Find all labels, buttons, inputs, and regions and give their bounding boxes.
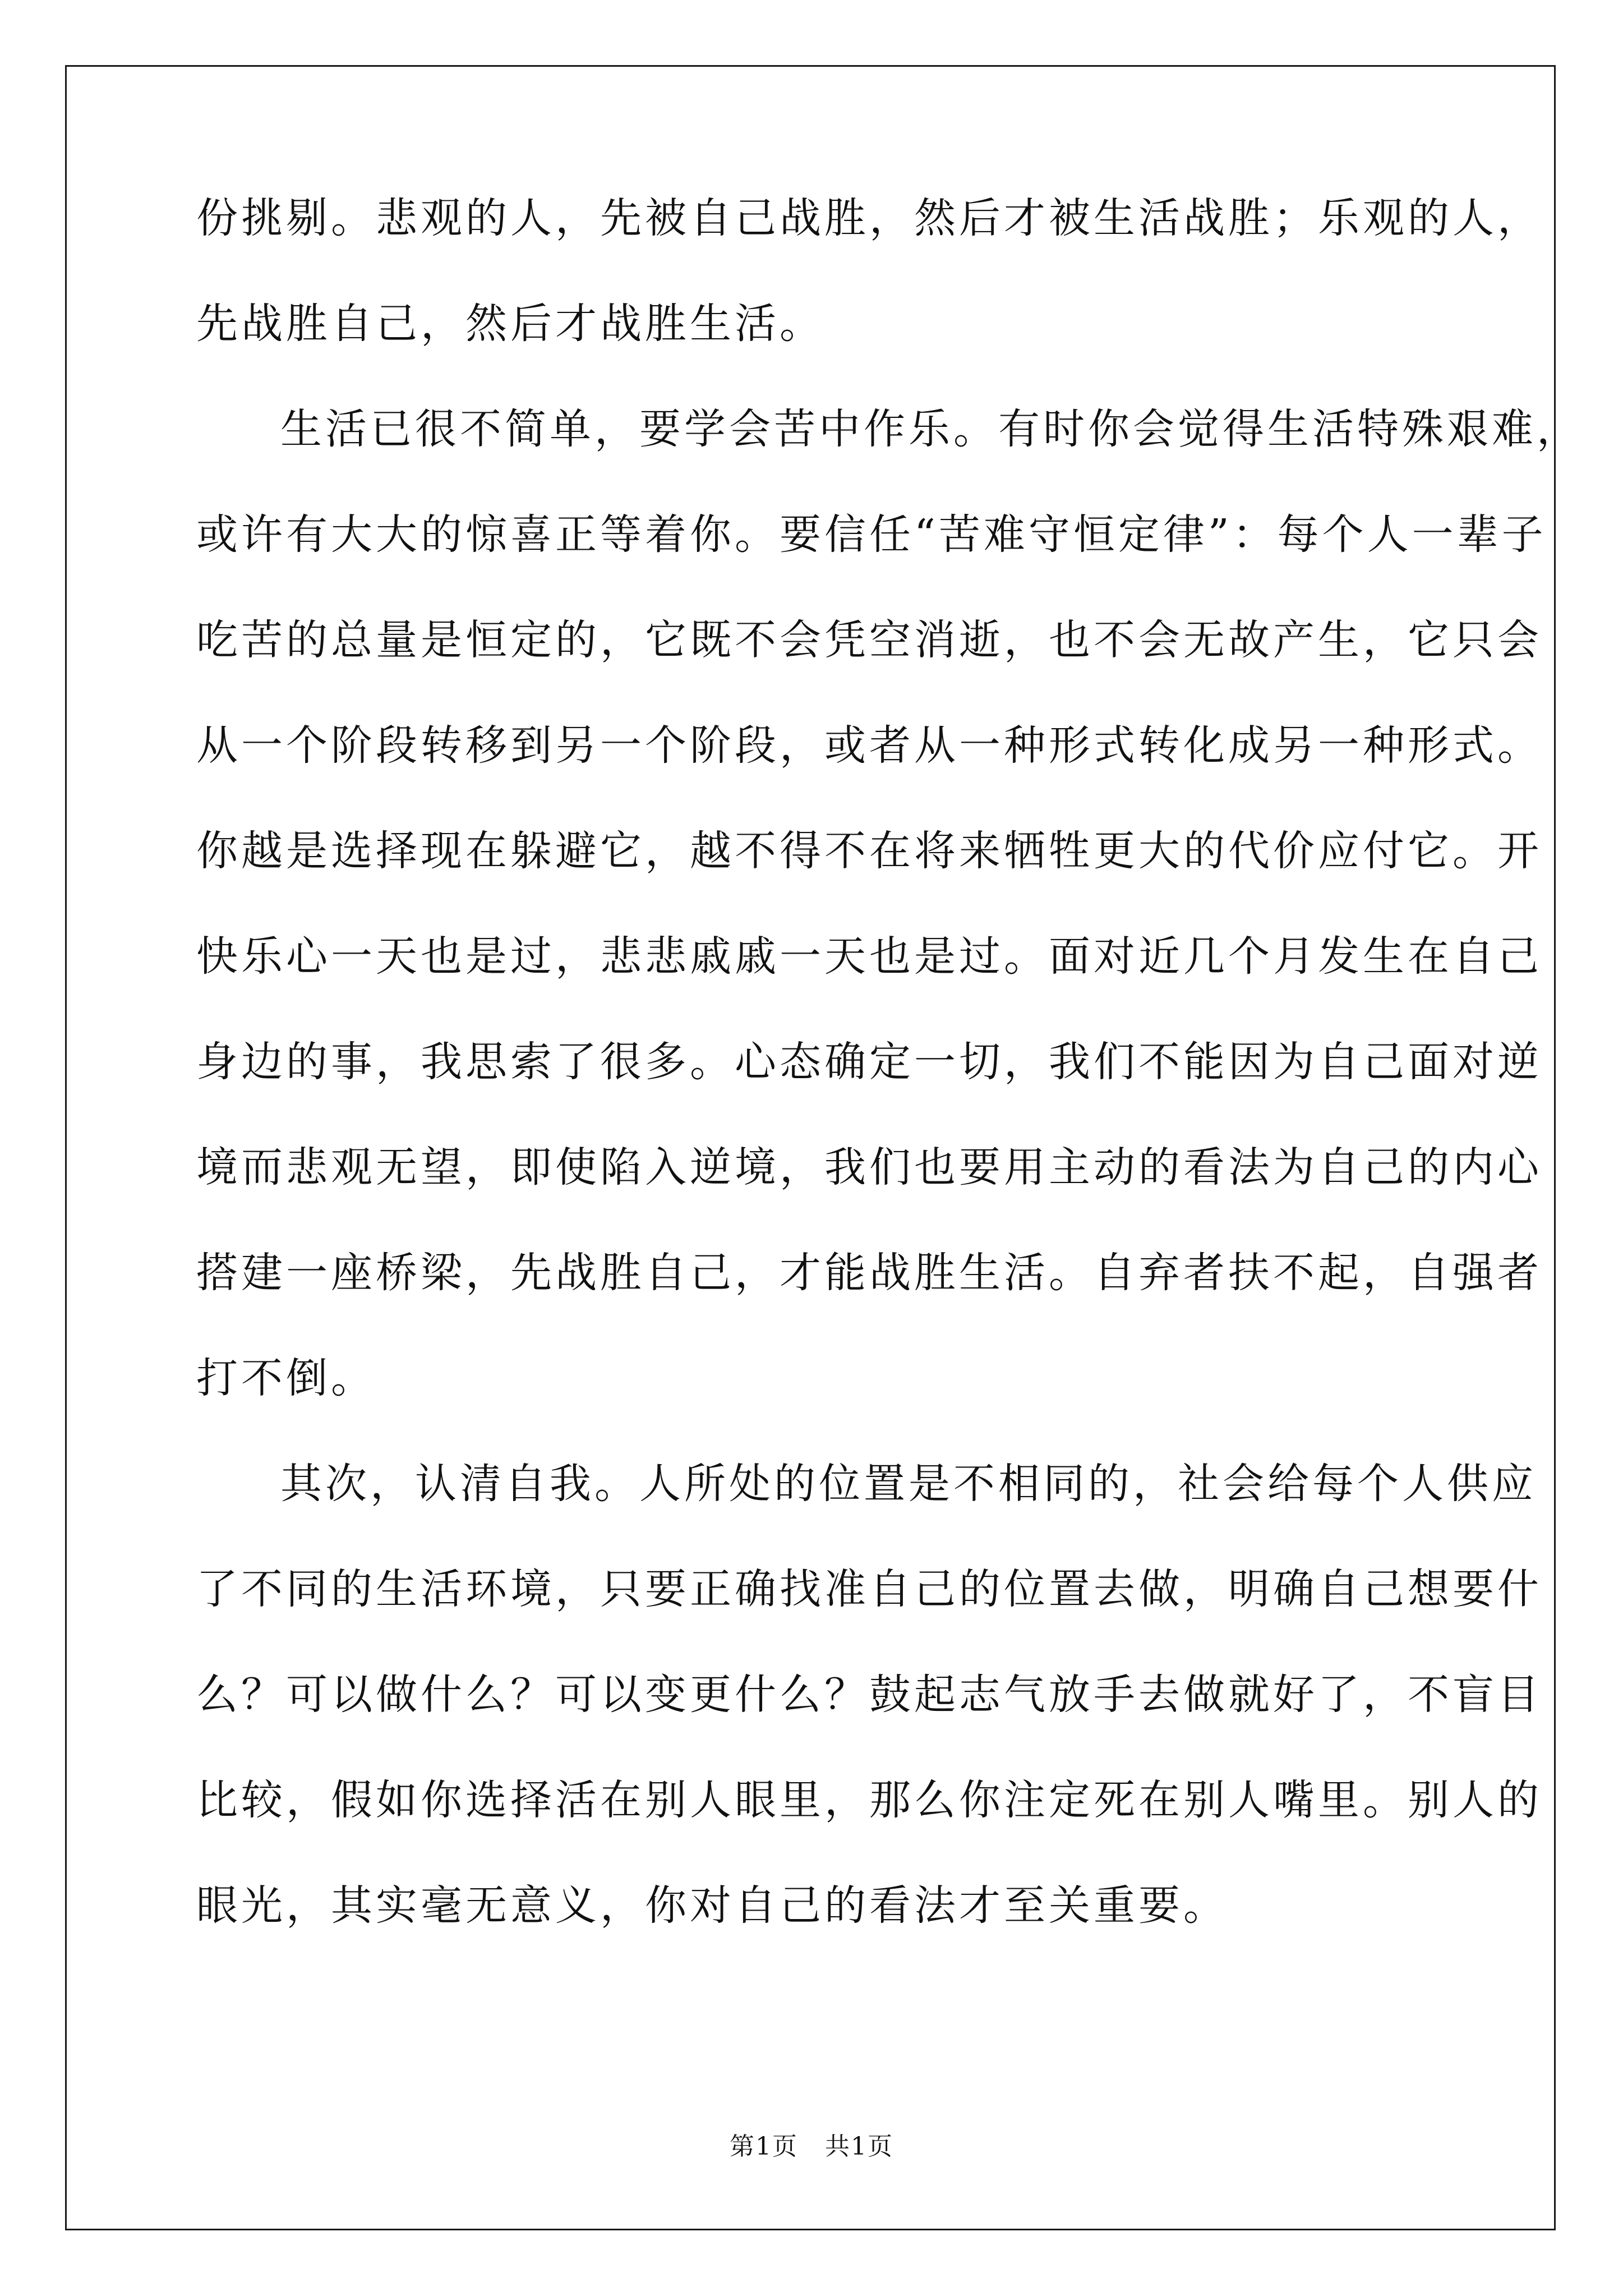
- text-line: 比较，假如你选择活在别人眼里，那么你注定死在别人嘴里。别人的: [196, 1776, 1542, 1824]
- text-line: 打不倒。: [196, 1354, 376, 1402]
- paragraph-start-line: 其次，认清自我。人所处的位置是不相同的，社会给每个人供应: [280, 1460, 1537, 1508]
- text-line: 先战胜自己，然后才战胜生活。: [196, 300, 824, 348]
- text-line: 身边的事，我思索了很多。心态确定一切，我们不能因为自己面对逆: [196, 1038, 1542, 1086]
- text-line: 快乐心一天也是过，悲悲戚戚一天也是过。面对近几个月发生在自己: [196, 932, 1542, 981]
- text-line: 了不同的生活环境，只要正确找准自己的位置去做，明确自己想要什: [196, 1565, 1542, 1613]
- text-line: 吃苦的总量是恒定的，它既不会凭空消逝，也不会无故产生，它只会: [196, 616, 1542, 664]
- text-line: 你越是选择现在躲避它，越不得不在将来牺牲更大的代价应付它。开: [196, 827, 1542, 875]
- paragraph-start-line: 生活已很不简单，要学会苦中作乐。有时你会觉得生活特殊艰难，: [280, 405, 1581, 453]
- page-number: 第1页: [730, 2132, 798, 2161]
- document-body: [196, 165, 1581, 1958]
- text-line: 或许有大大的惊喜正等着你。要信任“苦难守恒定律”：每个人一辈子: [196, 510, 1547, 559]
- text-line: 么？可以做什么？可以变更什么？鼓起志气放手去做就好了，不盲目: [196, 1671, 1542, 1719]
- text-line: 眼光，其实毫无意义，你对自己的看法才至关重要。: [196, 1881, 1228, 1930]
- text-line: 份挑剔。悲观的人，先被自己战胜，然后才被生活战胜；乐观的人，: [196, 194, 1542, 242]
- text-line: 境而悲观无望，即使陷入逆境，我们也要用主动的看法为自己的内心: [196, 1143, 1542, 1191]
- page-footer: [0, 2126, 1623, 2162]
- text-line: 搭建一座桥梁，先战胜自己，才能战胜生活。自弃者扶不起，自强者: [196, 1249, 1542, 1297]
- page-total: 共1页: [825, 2132, 893, 2161]
- text-line: 从一个阶段转移到另一个阶段，或者从一种形式转化成另一种形式。: [196, 721, 1542, 770]
